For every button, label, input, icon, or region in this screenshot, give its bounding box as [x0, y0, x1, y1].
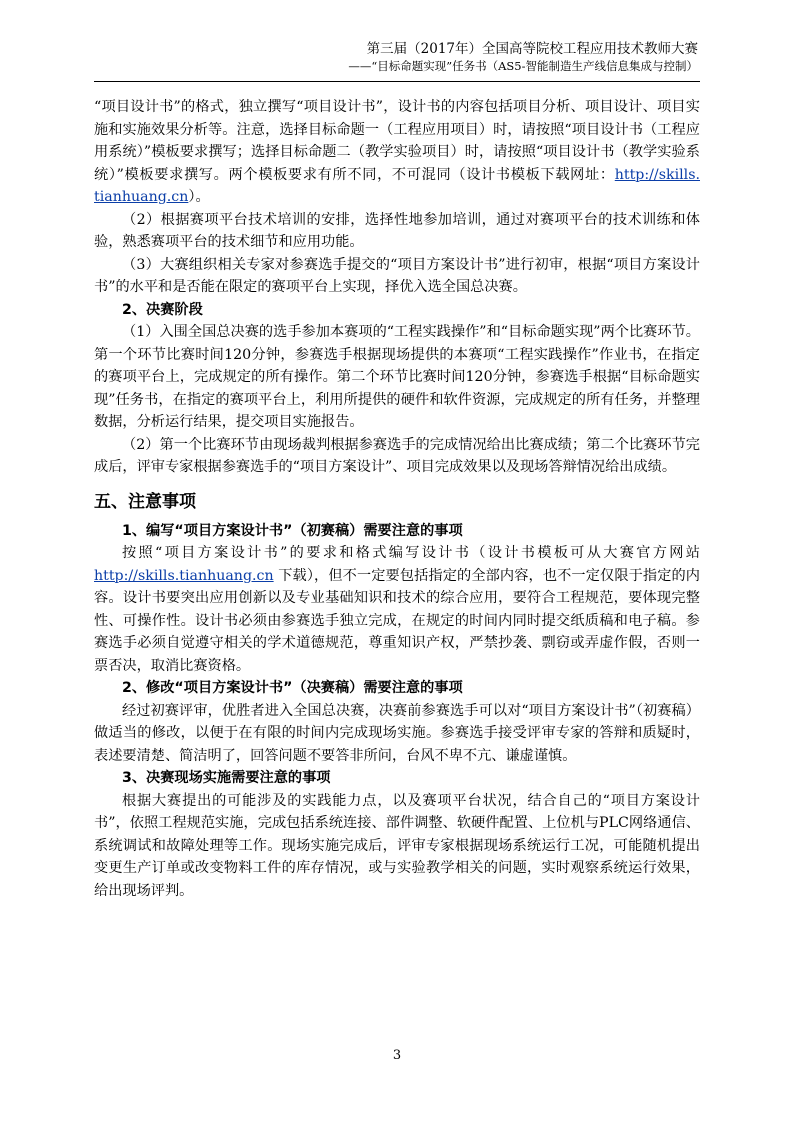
document-body — [94, 96, 700, 902]
header-subtitle: ——“目标命题实现”任务书（AS5-智能制造生产线信息集成与控制） — [348, 59, 698, 73]
preliminary-paragraph-1 — [94, 96, 700, 209]
notes-1-heading: 1、编写“项目方案设计书”（初赛稿）需要注意的事项 — [122, 522, 463, 539]
page-number: 3 — [392, 1048, 402, 1063]
preliminary-paragraph-3: （3）大赛组织相关专家对参赛选手提交的“项目方案设计书”进行初审，根据“项目方案设计书”的水平和是否能在限定的赛项平台上实现，择优入选全国总决赛。 — [94, 256, 700, 295]
header-title: 第三届（2017年）全国高等院校工程应用技术教师大赛 — [366, 41, 698, 57]
preliminary-p1-end: ）。 — [188, 189, 210, 205]
template-download-link[interactable]: http://skills. tianhuang.cn — [94, 166, 700, 205]
preliminary-paragraph-2: （2）根据赛项平台技术培训的安排，选择性地参加培训，通过对赛项平台的技术训练和体验，熟悉赛项平台的技术细节和应用功能。 — [94, 211, 700, 250]
finals-paragraph-2: （2）第一个比赛环节由现场裁判根据参赛选手的完成情况给出比赛成绩；第二个比赛环节完成后，评审专家根据参赛选手的“项目方案设计”、项目完成效果以及现场答辩情况给出成绩。 — [94, 436, 700, 475]
notes-3-heading: 3、决赛现场实施需要注意的事项 — [122, 770, 331, 786]
notes-3-paragraph: 根据大赛提出的可能涉及的实践能力点，以及赛项平台状况，结合自己的“项目方案设计书”，依照工程规范实施，完成包括系统连接、部件调整、软硬件配置、上位机与PLC网络通信、系统调试和故障处理等工作。现场实施完成后，评审专家根据现场系统运行工况，可能随机提出变更生产订单或改变物料工件的库存情况，或与实验教学相关的问题，实时观察系统运行效果，给出现场评判。 — [94, 792, 700, 899]
finals-heading: 2、决赛阶段 — [122, 301, 203, 318]
header-divider — [94, 81, 700, 82]
notes-2-paragraph: 经过初赛评审，优胜者进入全国总决赛，决赛前参赛选手可以对“项目方案设计书”（初赛稿）做适当的修改，以便于在有限的时间内完成现场实施。参赛选手接受评审专家的答辩和质疑时，表述要清楚、简洁明了，回答问题不要答非所问，台风不卑不亢、谦虚谨慎。 — [94, 702, 700, 764]
page-header — [348, 40, 698, 75]
notes-1-text-start: 按照“项目方案设计书”的要求和格式编写设计书（设计书模板可从大赛官方网站 — [122, 545, 700, 561]
notes-1-paragraph — [94, 542, 700, 677]
preliminary-p1-text: “项目设计书”的格式，独立撰写“项目设计书”，设计书的内容包括项目分析、项目设计、项目实施和实施效果分析等。注意，选择目标命题一（工程应用项目）时，请按照“项目设计书（工程应用系统）”模板要求撰写；选择目标命题二（教学实验项目）时，请按照“项目设计书（教学实验系统）”模板要求撰写。两个模板要求有所不同，不可混同（设计书模板下载网址： — [94, 99, 700, 183]
notes-2-heading: 2、修改“项目方案设计书”（决赛稿）需要注意的事项 — [122, 680, 463, 696]
official-site-link[interactable]: http://skills.tianhuang.cn — [94, 567, 274, 584]
notes-1-text-end: 下载），但不一定要包括指定的全部内容，也不一定仅限于指定的内容。设计书要突出应用创新以及专业基础知识和技术的综合应用，要符合工程规范，要体现完整性、可操作性。设计书必须由参赛选手独立完成，在规定的时间内同时提交纸质稿和电子稿。参赛选手必须自觉遵守相关的学术道德规范，尊重知识产权，严禁抄袭、剽窃或弄虚作假，否则一票否决，取消比赛资格。 — [94, 567, 700, 674]
section-title-notes: 五、注意事项 — [94, 491, 196, 512]
finals-paragraph-1: （1）入围全国总决赛的选手参加本赛项的“工程实践操作”和“目标命题实现”两个比赛环节。第一个环节比赛时间120分钟，参赛选手根据现场提供的本赛项“工程实践操作”作业书，在指定的赛项平台上，完成规定的所有操作。第二个环节比赛时间120分钟，参赛选手根据“目标命题实现”任务书，在指定的赛项平台上，利用所提供的硬件和软件资源，完成规定的所有任务，并整理数据，分析运行结果，提交项目实施报告。 — [94, 324, 700, 430]
